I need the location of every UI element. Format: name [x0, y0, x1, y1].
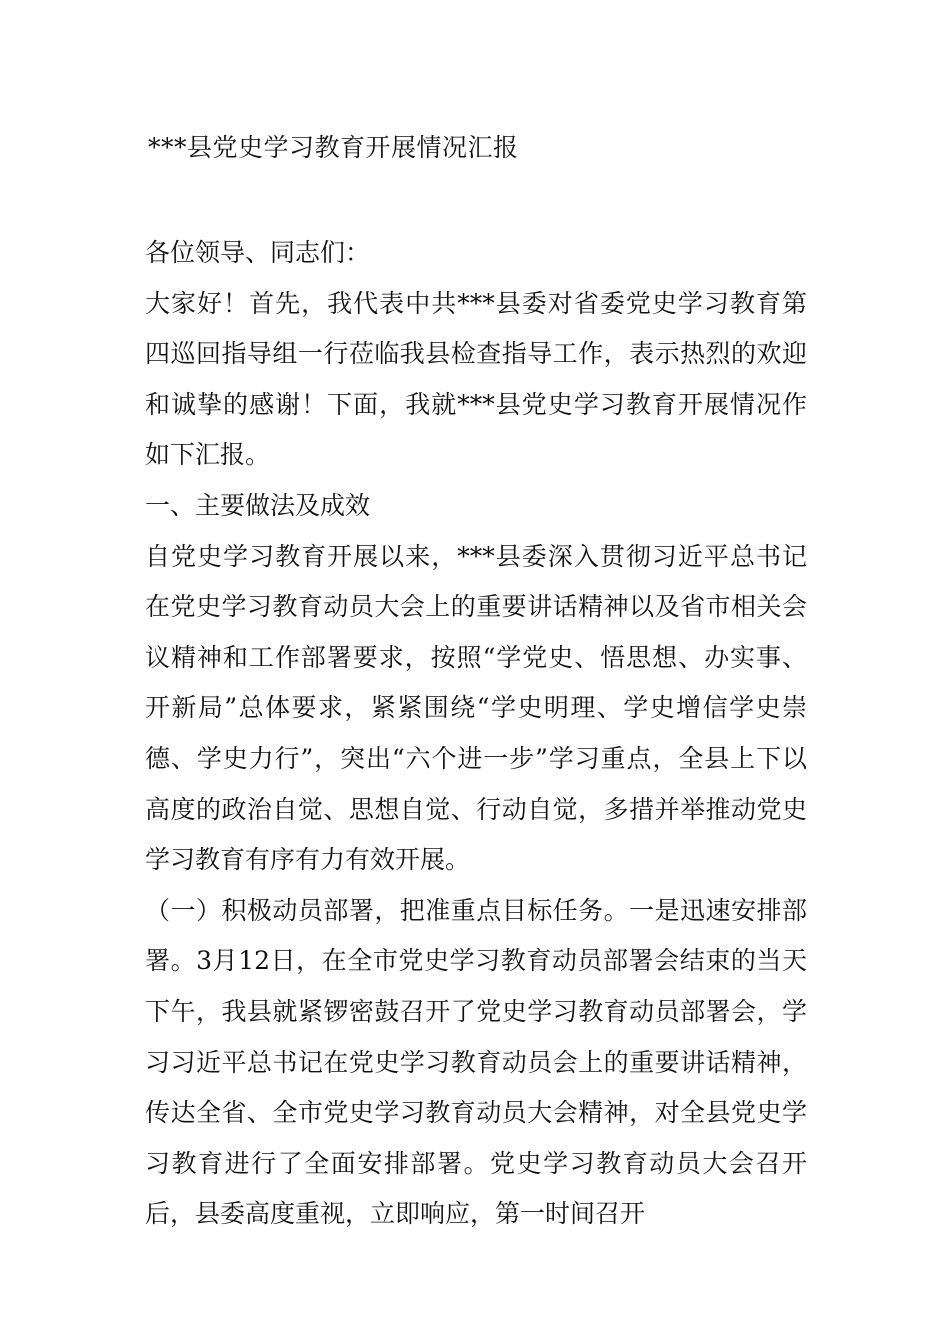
- paragraph-opening: 大家好！首先，我代表中共***县委对省委党史学习教育第四巡回指导组一行莅临我县检查指导工作，表示热烈的欢迎和诚挚的感谢！下面，我就***县党史学习教育开展情况作如下汇报。: [145, 288, 807, 470]
- paragraph-overview: 自党史学习教育开展以来，***县委深入贯彻习近平总书记在党史学习教育动员大会上的重要讲话精神以及省市相关会议精神和工作部署要求，按照“学党史、悟思想、办实事、开新局”总体要求，紧紧围绕“学史明理、学史增信学史崇德、学史力行”，突出“六个进一步”学习重点，全县上下以高度的政治自觉、思想自觉、行动自觉，多措并举推动党史学习教育有序有力有效开展。: [145, 541, 807, 875]
- paragraph-subsection-1: （一）积极动员部署，把准重点目标任务。一是迅速安排部署。3月12日，在全市党史学习教育动员部署会结束的当天下午，我县就紧锣密鼓召开了党史学习教育动员部署会，学习习近平总书记在党史学习教育动员会上的重要讲话精神，传达全省、全市党史学习教育动员大会精神，对全县党史学习教育进行了全面安排部署。党史学习教育动员大会召开后，县委高度重视，立即响应，第一时间召开: [145, 895, 807, 1229]
- document-title: ***县党史学习教育开展情况汇报: [148, 133, 519, 162]
- salutation: 各位领导、同志们：: [145, 238, 371, 267]
- section-heading: 一、主要做法及成效: [145, 490, 371, 520]
- document-body: [145, 228, 807, 1240]
